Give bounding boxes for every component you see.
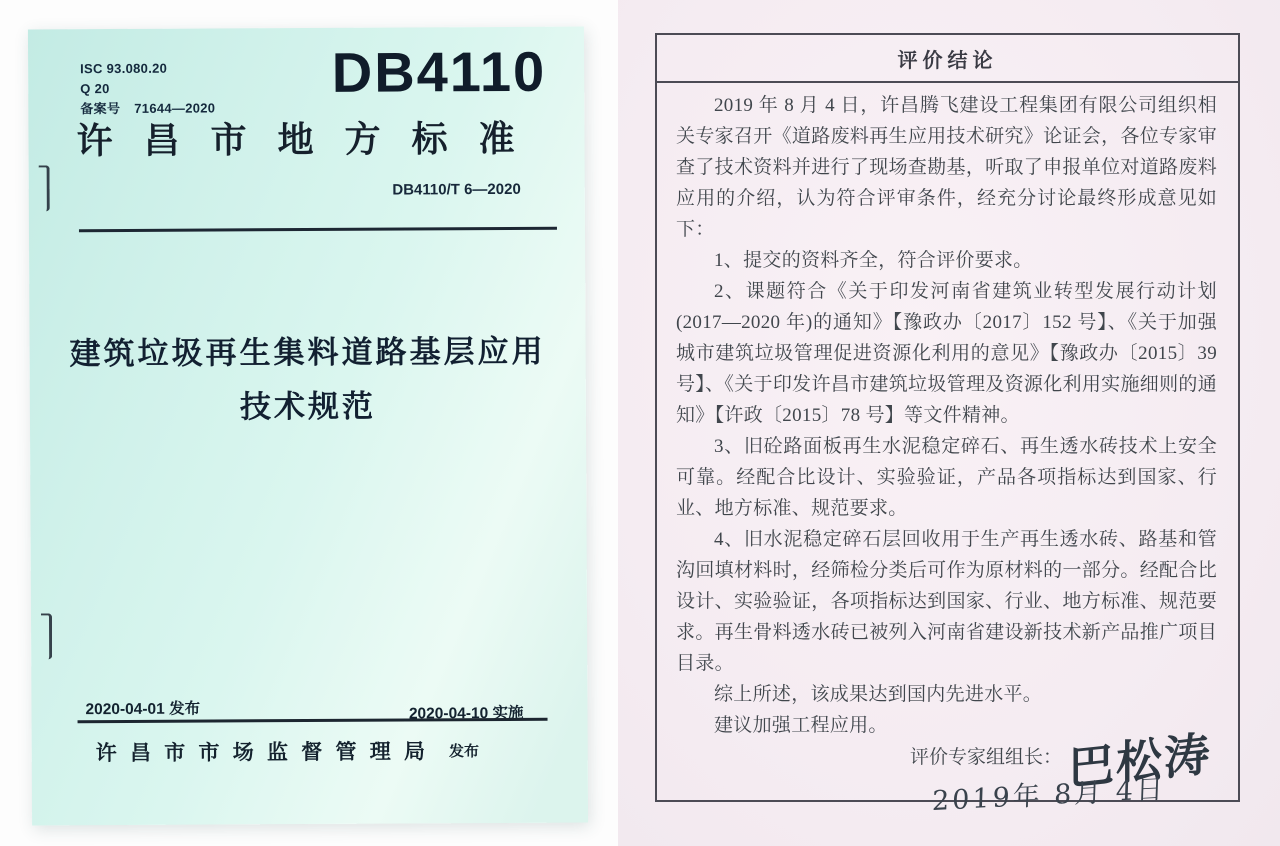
publisher-suffix: 发布: [448, 744, 480, 761]
paragraph: 4、旧水泥稳定碎石层回收用于生产再生透水砖、路基和管沟回填材料时，经筛检分类后可作为原材料的一部分。经配合比设计、实验验证，各项指标达到国家、行业、地方标准、规范要求。再生骨料透水砖已被列入河南省建设新技术新产品推广项目目录。: [676, 529, 1217, 674]
signature-name: 巴松涛: [1068, 726, 1212, 796]
cover-title: [29, 325, 586, 436]
class-code: Q 20: [80, 81, 110, 97]
evaluation-page: [618, 0, 1280, 846]
publisher-name: 许 昌 市 市 场 监 督 管 理 局: [95, 739, 426, 766]
signature-label: 评价专家组组长：: [909, 747, 1062, 768]
binding-mark: [41, 613, 52, 659]
signature-date: 2019年 8月 4日: [931, 773, 1167, 818]
doc-code: DB4110: [331, 39, 547, 104]
evaluation-title: 评价结论: [897, 49, 998, 72]
date-row: [85, 695, 524, 723]
standard-name: 许 昌 市 地 方 标 准: [76, 118, 515, 162]
record-label: 备案号: [80, 100, 121, 117]
paragraph: 3、旧砼路面板再生水泥稳定碎石、再生透水砖技术上安全可靠。经配合比设计、实验验证，产品各项指标达到国家、行业、地方标准、规范要求。: [676, 436, 1217, 519]
standard-cover-page: [28, 27, 588, 826]
paragraph: 综上所述，该成果达到国内先进水平。: [714, 684, 1043, 705]
cover-title-line2: 技术规范: [239, 388, 376, 425]
binding-mark: [39, 165, 50, 211]
issue-date: 2020-04-01 发布: [85, 700, 201, 719]
record-number: 71644—2020: [134, 100, 216, 116]
evaluation-body: [657, 83, 1238, 741]
evaluation-box: [655, 33, 1240, 818]
paragraph: 建议加强工程应用。: [714, 715, 888, 736]
paragraph: 1、提交的资料齐全，符合评价要求。: [714, 250, 1033, 271]
paragraph: 2、课题符合《关于印发河南省建筑业转型发展行动计划(2017—2020 年)的通知》【豫政办〔2017〕152 号】、《关于加强城市建筑垃圾管理促进资源化利用的意见》【豫政办〔2015〕39 号】、《关于印发许昌市建筑垃圾管理及资源化利用实施细则的通知》【许政〔2015〕78 号】等文件精神。: [676, 281, 1217, 426]
ics-code: ISC 93.080.20: [80, 60, 168, 77]
standard-number: DB4110/T 6—2020: [392, 180, 521, 199]
evaluation-title-row: [657, 35, 1238, 83]
header-divider: [79, 227, 557, 233]
paragraph: 2019 年 8 月 4 日，许昌腾飞建设工程集团有限公司组织相关专家召开《道路废料再生应用技术研究》论证会，各位专家审查了技术资料并进行了现场查勘基，听取了申报单位对道路废料应用的介绍，认为符合评审条件，经充分讨论最终形成意见如下：: [676, 95, 1217, 240]
cover-meta: [80, 58, 215, 119]
cover-title-line1: 建筑垃圾再生集料道路基层应用: [69, 333, 546, 372]
implement-date: 2020-04-10 实施: [408, 704, 524, 723]
publisher-row: [96, 735, 479, 767]
